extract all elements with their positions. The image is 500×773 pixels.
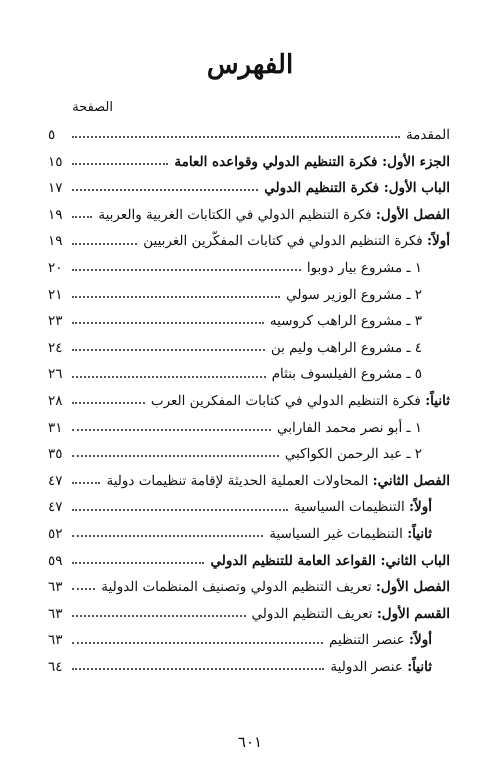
toc-entry-text: ٢ ـ عبد الرحمن الكواكبي [284, 446, 422, 463]
toc-entry-page: ٦٣ [48, 579, 63, 596]
toc-entry-page: ٤٧ [48, 472, 63, 489]
toc-entry-lead: الفصل الأول: [375, 579, 450, 596]
toc-entry-page: ١٥ [48, 153, 63, 170]
dot-leader [72, 136, 400, 138]
toc-entry-lead: ثانياً: [425, 392, 450, 409]
toc-entry-text: التنظيمات السياسية [293, 499, 405, 516]
toc-entry-book-2 [48, 548, 450, 575]
toc-entry-lead: أولاً: [409, 499, 432, 516]
toc-entry-item [48, 415, 450, 442]
toc-entry-text: فكرة التنظيم الدولي في كتابات المفكّرين الغربيين [143, 233, 423, 250]
toc-entry-section [48, 627, 450, 654]
toc-entry-lead: القسم الأول: [376, 605, 450, 622]
dot-leader [72, 349, 265, 351]
toc-entry-page: ٥٩ [48, 552, 63, 569]
dot-leader [72, 163, 168, 165]
toc-entry-page: ٢١ [48, 286, 63, 303]
toc-entry-lead: ثانياً: [407, 525, 432, 542]
dot-leader [72, 269, 301, 271]
page-title: الفهرس [206, 50, 294, 80]
toc-entry-lead: أولاً: [427, 233, 450, 250]
dot-leader [72, 668, 324, 670]
page-column-header: الصفحة [72, 100, 113, 115]
toc-entry-section [48, 494, 450, 521]
toc-entry-item [48, 335, 450, 362]
toc-entry-section [48, 388, 450, 415]
toc-entry-page: ٣١ [48, 419, 63, 436]
toc-entry-section [48, 521, 450, 548]
toc-entry-page: ٤٧ [48, 499, 63, 516]
toc-entry-page: ٥٢ [48, 525, 63, 542]
toc-entry-text: فكرة التنظيم الدولي [264, 180, 380, 197]
toc-entry-page: ٢٣ [48, 313, 63, 330]
toc-entry-chapter [48, 202, 450, 229]
dot-leader [72, 189, 258, 191]
page-number: ٦٠١ [237, 733, 263, 751]
toc-entry-lead: الفصل الثاني: [372, 472, 450, 489]
dot-leader [72, 535, 263, 537]
toc-entry-text: ١ ـ أبو نصر محمد الفارابي [277, 419, 422, 436]
dot-leader [72, 376, 266, 378]
dot-leader [72, 296, 280, 298]
toc-entry-page: ٦٣ [48, 605, 63, 622]
toc-entry-section [48, 654, 450, 681]
toc-entry-item [48, 361, 450, 388]
toc-entry-page: ٦٣ [48, 632, 63, 649]
dot-leader [72, 322, 264, 324]
toc-entry-text: فكرة التنظيم الدولي في كتابات المفكرين العرب [150, 392, 421, 409]
toc-entry-intro [48, 122, 450, 149]
toc-entry-page: ١٩ [48, 206, 63, 223]
toc-entry-text: فكرة التنظيم الدولي وقواعده العامة [174, 153, 378, 170]
toc-entry-book-1 [48, 175, 450, 202]
toc-entry-division [48, 601, 450, 628]
toc-entry-text: تعريف التنظيم الدولي وتصنيف المنظمات الدولية [101, 579, 372, 596]
toc-entry-page: ١٩ [48, 233, 63, 250]
toc-entry-text: فكرة التنظيم الدولي في الكتابات الغربية والعربية [98, 206, 372, 223]
toc-entry-page: ٥ [48, 127, 56, 143]
toc-entry-page: ٢٤ [48, 339, 63, 356]
toc-entry-text: ٤ ـ مشروع الراهب وليم بن [270, 339, 422, 356]
toc-entry-lead: الباب الثاني: [380, 552, 450, 569]
dot-leader [72, 509, 288, 511]
toc-entry-page: ٦٤ [48, 658, 63, 675]
dot-leader [72, 429, 271, 431]
toc-entry-page: ٢٨ [48, 392, 63, 409]
toc-entry-text: ٢ ـ مشروع الوزير سولي [286, 286, 422, 303]
toc-entry-item [48, 255, 450, 282]
toc-entry-text: ٣ ـ مشروع الراهب كروسيه [269, 313, 422, 330]
dot-leader [72, 642, 323, 644]
dot-leader [72, 588, 95, 590]
toc-entry-page: ١٧ [48, 180, 63, 197]
toc-entry-text: المحاولات العملية الحديثة لإقامة تنظيمات دولية [106, 472, 369, 489]
toc-entry-lead: الفصل الأول: [375, 206, 450, 223]
toc-entry-text: تعريف التنظيم الدولي [251, 605, 373, 622]
toc-entry-text: المقدمة [405, 127, 450, 143]
dot-leader [72, 455, 279, 457]
toc-entry-chapter [48, 574, 450, 601]
toc-entry-text: عنصر التنظيم [329, 632, 405, 649]
dot-leader [72, 615, 246, 617]
toc-entry-page: ٢٦ [48, 366, 63, 383]
toc-entry-lead: أولاً: [409, 632, 432, 649]
toc-entry-text: ١ ـ مشروع بيار دوبوا [306, 259, 422, 276]
dot-leader [72, 216, 92, 218]
table-of-contents [48, 122, 450, 680]
toc-entry-item [48, 282, 450, 309]
toc-entry-text: التنظيمات غير السياسية [269, 525, 403, 542]
toc-entry-text: القواعد العامة للتنظيم الدولي [210, 552, 376, 569]
toc-entry-text: ٥ ـ مشروع الفيلسوف بنثام [271, 366, 422, 383]
toc-entry-chapter [48, 468, 450, 495]
toc-entry-section [48, 228, 450, 255]
dot-leader [72, 482, 100, 484]
toc-entry-lead: الباب الأول: [383, 180, 450, 197]
toc-entry-lead: الجزء الأول: [382, 153, 450, 170]
toc-entry-part-1 [48, 149, 450, 176]
toc-entry-page: ٣٥ [48, 446, 63, 463]
toc-entry-page: ٢٠ [48, 259, 63, 276]
toc-entry-lead: ثانياً: [407, 658, 432, 675]
toc-entry-item [48, 441, 450, 468]
toc-entry-item [48, 308, 450, 335]
dot-leader [72, 402, 145, 404]
dot-leader [72, 562, 204, 564]
dot-leader [72, 243, 137, 245]
toc-entry-text: عنصر الدولية [330, 658, 403, 675]
